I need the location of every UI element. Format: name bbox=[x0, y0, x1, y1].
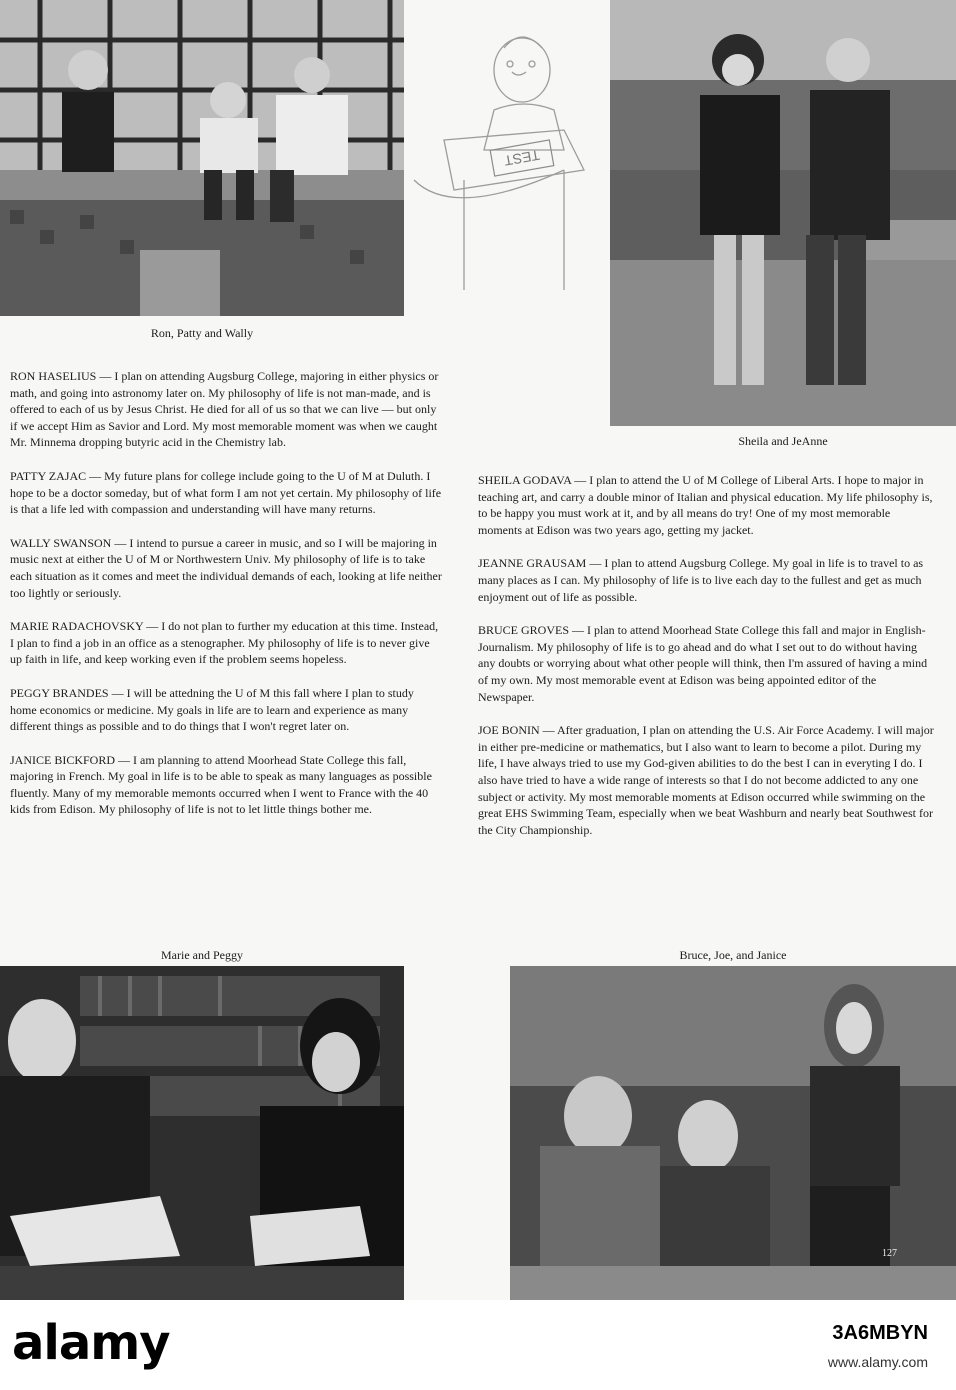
photo-ron-patty-wally bbox=[0, 0, 404, 316]
entry-patty-zajac: PATTY ZAJAC — My future plans for college include going to the U of M at Duluth. I hope to be a doctor someday, but of what form I am not yet certain. My philosophy of life is that a life led with compassion and understanding will have many returns. bbox=[10, 468, 442, 517]
pencil-sketch-test bbox=[404, 0, 610, 316]
caption-bruce-joe-janice: Bruce, Joe, and Janice bbox=[679, 948, 787, 962]
photo-marie-peggy bbox=[0, 966, 404, 1300]
entry-joe-bonin: JOE BONIN — After graduation, I plan on attending the U.S. Air Force Academy. I will major in either pre-medicine or mathematics, but I also want to learn to become a pilot. During my life, I have always tried to use my God-given abilities to do the best I can in everyting I do. I also have tried to have a wide range of interests so that I do not become addicted to any one subject or activity. My most memorable moments at Edison occurred while swimming on the great EHS Swimming Team, especially when we beat Washburn and nearly beat Southwest for the City Championship. bbox=[478, 723, 934, 837]
right-text-column bbox=[478, 472, 934, 855]
caption-sheila-jeanne: Sheila and JeAnne bbox=[738, 434, 828, 448]
sketch-test-label: TEST bbox=[502, 147, 542, 169]
caption-ron-patty-wally: Ron, Patty and Wally bbox=[150, 326, 254, 340]
footer-url: www.alamy.com bbox=[827, 1354, 928, 1370]
photo-bruce-joe-janice bbox=[510, 966, 956, 1300]
alamy-logo: alamy bbox=[12, 1315, 170, 1371]
entry-janice-bickford: JANICE BICKFORD — I am planning to attend Moorhead State College this fall, majoring in French. My goal in life is to be able to speak as many languages as possible fluently. Many of my memorable memonts occurred when I went to France with the 40 kids from Edison. My philosophy of life is not to let little things bother me. bbox=[10, 752, 432, 817]
entry-bruce-groves: BRUCE GROVES — I plan to attend Moorhead State College this fall and major in English-Journalism. My philosophy of life is to go ahead and do what I set out to do without having any doubts or worrying about what other people will think, then I'm assured of having a mind of my own. My most memorable event at Edison was being appointed editor of the Newspaper. bbox=[478, 623, 928, 704]
photo-sheila-jeanne bbox=[610, 0, 956, 426]
stock-footer bbox=[0, 1300, 956, 1390]
entry-jeanne-grausam: JEANNE GRAUSAM — I plan to attend Augsburg College. My goal in life is to travel to as many places as I can. My philosophy of life is to live each day to the fullest and get as much enjoyment out of life as possible. bbox=[478, 556, 924, 604]
entry-ron-haselius: RON HASELIUS — I plan on attending Augsburg College, majoring in either physics or math, and going into astronomy later on. My philosophy of life is not man-made, and is offered to each of us by Jesus Christ. He died for all of us so that we can live — but only if we accept Him as Savior and Lord. My most memorable moment was when we caught Mr. Minnema dropping butyric acid in the Chemistry lab. bbox=[10, 369, 439, 450]
entry-peggy-brandes: PEGGY BRANDES — I will be attedning the U of M this fall where I plan to study home economics or medicine. My goals in life are to learn and experience as many different things as possible and to do things that I won't regret later on. bbox=[10, 685, 414, 734]
left-text-column bbox=[10, 368, 442, 835]
page-number: 127 bbox=[882, 1248, 897, 1259]
entry-wally-swanson: WALLY SWANSON — I intend to pursue a career in music, and so I will be majoring in music next at either the U of M or Northwestern Univ. My philosophy of life is to take each situation as it comes and meet the individual demands of each, looking at life neither too lightly or seriously. bbox=[10, 535, 442, 600]
entry-sheila-godava: SHEILA GODAVA — I plan to attend the U of M College of Liberal Arts. I hope to major in teaching art, and carry a double minor of Italian and physical education. My life philosophy is, to be happy you must work at it, and by all means do try! One of my most memorable moments at Edison was two years ago, getting my jacket. bbox=[478, 473, 933, 537]
entry-marie-radachovsky: MARIE RADACHOVSKY — I do not plan to further my education at this time. Instead, I plan to find a job in an office as a stenographer. My philosophy of life is to never give up faith in life, and keep working even if the problem seems hopeless. bbox=[10, 619, 439, 667]
image-id: 3A6MBYN bbox=[832, 1322, 928, 1344]
caption-marie-peggy: Marie and Peggy bbox=[161, 948, 243, 962]
